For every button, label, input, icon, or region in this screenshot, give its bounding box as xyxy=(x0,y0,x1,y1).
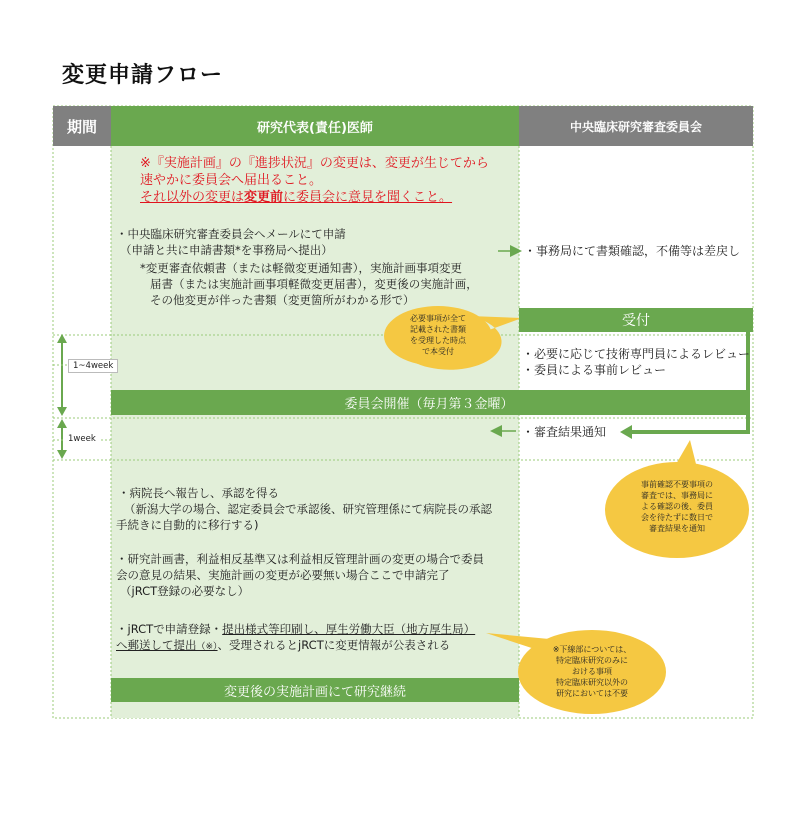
page-title: 変更申請フロー xyxy=(62,63,224,88)
application-line-3: *変更審査依頼書（または軽微変更通知書），実施計画事項変更 xyxy=(140,261,462,275)
notice-emphasis: 変更前 xyxy=(244,190,284,205)
review-line-2: ・委員による事前レビュー xyxy=(522,363,667,377)
notice-line-2: 速やかに委員会へ届出ること。 xyxy=(140,173,323,188)
receipt-bar: 受付 xyxy=(519,308,753,332)
result-notice: ・審査結果通知 xyxy=(522,425,607,439)
application-line-1: ・中央臨床研究審査委員会へメールにて申請 xyxy=(116,227,346,241)
notice-line-3: それ以外の変更は変更前に委員会に意見を聞くこと。 xyxy=(140,190,453,205)
report-line-1: ・病院長へ報告し、承認を得る xyxy=(118,486,279,500)
header-period: 期間 xyxy=(53,106,111,146)
jrct-line-1: ・jRCTで申請登録・提出様式等印刷し、厚生労働大臣（地方厚生局） xyxy=(116,622,476,636)
completion-line-1: ・研究計画書，利益相反基準又は利益相反管理計画の変更の場合で委員 xyxy=(116,552,484,566)
committee-meeting-bar: 委員会開催（毎月第３金曜） xyxy=(111,390,747,415)
bubble-noreview-text: 事前確認不要事項の 審査では、事務局に よる確認の後、委員 会を待たずに数日で 審査結果を通知 xyxy=(641,480,713,533)
secretariat-check: ・事務局にて書類確認，不備等は差戻し xyxy=(524,244,741,258)
bubble-underline-text: ※下線部については、 特定臨床研究のみに おける事項 特定臨床研究以外の 研究においては不要 xyxy=(552,645,632,698)
report-line-3: 手続きに自動的に移行する) xyxy=(116,518,259,532)
header-committee: 中央臨床研究審査委員会 xyxy=(519,106,753,146)
review-line-1: ・必要に応じて技術専門員によるレビュー xyxy=(522,347,751,361)
period-label-2: 1week xyxy=(64,433,100,445)
notice-line-1: ※『実施計画』の『進捗状況』の変更は、変更が生じてから xyxy=(140,156,489,171)
bubble-receipt-text: 必要事項が全て 記載された書類 を受理した時点 で本受付 xyxy=(410,314,466,356)
jrct-line-2: へ郵送して提出（※）、受理されるとjRCTに変更情報が公表される xyxy=(116,638,451,652)
application-line-5: その他変更が伴った書類（変更箇所がわかる形で） xyxy=(150,293,415,307)
header-pi: 研究代表(責任)医師 xyxy=(111,106,519,146)
report-line-2: （新潟大学の場合、認定委員会で承認後、研究管理係にて病院長の承認 xyxy=(124,502,492,516)
completion-line-2: 会の意見の結果、実施計画の変更が必要無い場合ここで申請完了 xyxy=(116,568,450,582)
completion-line-3: （jRCT登録の必要なし） xyxy=(120,584,250,598)
application-line-2: （申請と共に申請書類*を事務局へ提出） xyxy=(120,243,333,257)
period-label-1: 1~4week xyxy=(68,359,118,373)
continue-research-bar: 変更後の実施計画にて研究継続 xyxy=(111,678,519,702)
application-line-4: 届書（または実施計画事項軽微変更届書），変更後の実施計画， xyxy=(150,277,478,291)
